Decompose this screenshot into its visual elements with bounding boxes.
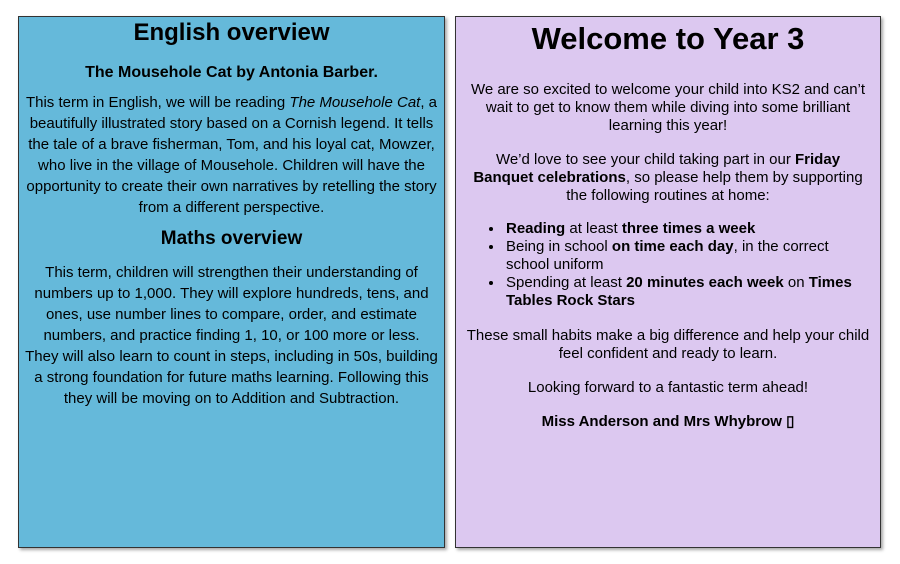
bullet-text: Spending at least [506, 274, 627, 291]
maths-overview-heading: Maths overview [160, 228, 303, 249]
forward-paragraph: Looking forward to a fantastic term ahead! [527, 379, 809, 396]
signoff: Miss Anderson and Mrs Whybrow ▯ [541, 413, 795, 430]
banquet-bold: Friday Banquet celebrations [473, 151, 841, 186]
bullet-text: , in the correct school uniform [506, 238, 829, 273]
english-text-pre: This term in English, we will be reading [25, 94, 290, 111]
routines-list [456, 220, 880, 310]
bullet-text: on [783, 274, 809, 291]
bullet-bold: Times Tables Rock Stars [506, 274, 852, 309]
list-item [504, 274, 870, 310]
habits-paragraph: These small habits make a big difference and help your child feel confident and ready to learn. [466, 327, 870, 362]
bullet-bold: 20 minutes each week [626, 274, 784, 291]
book-title: The Mousehole Cat by Antonia Barber. [85, 64, 378, 81]
banquet-text-a: We’d love to see your child taking part in our [495, 151, 796, 168]
bullet-text: Being in school [506, 238, 612, 255]
list-item [504, 220, 870, 238]
maths-paragraph: This term, children will strengthen their understanding of numbers up to 1,000. They will explore hundreds, tens, and ones, use number lines to compare, order, and estimate numbers, and practice finding 1, 10, or 100 more or less. They will also learn to count in steps, including in 50s, building a strong foundation for future maths learning. Following this they will be moving on to Addition and Subtraction. [25, 264, 438, 407]
banquet-text-c: , so please help them by supporting the following routines at home: [566, 169, 863, 204]
welcome-heading: Welcome to Year 3 [531, 21, 805, 56]
book-italic: The Mousehole Cat [289, 94, 421, 111]
english-text-post: , a beautifully illustrated story based on a Cornish legend. It tells the tale of a brave fisherman, Tom, and his loyal cat, Mowzer, who live in the village of Mousehole. Children will have the opportunity to create their own narratives by retelling the story from a different perspective. [26, 94, 438, 216]
english-paragraph [25, 92, 438, 218]
bullet-bold: three times a week [621, 220, 756, 237]
bullet-bold: Reading [506, 220, 566, 237]
list-item [504, 238, 870, 274]
intro-paragraph: We are so excited to welcome your child into KS2 and can’t wait to get to know them while diving into some brilliant learning this year! [470, 81, 866, 134]
english-overview-heading: English overview [133, 19, 330, 46]
english-maths-panel [18, 16, 445, 548]
bullet-text: at least [565, 220, 622, 237]
bullet-bold: on time each day [611, 238, 734, 255]
welcome-panel [455, 16, 881, 548]
banquet-paragraph [464, 151, 872, 205]
